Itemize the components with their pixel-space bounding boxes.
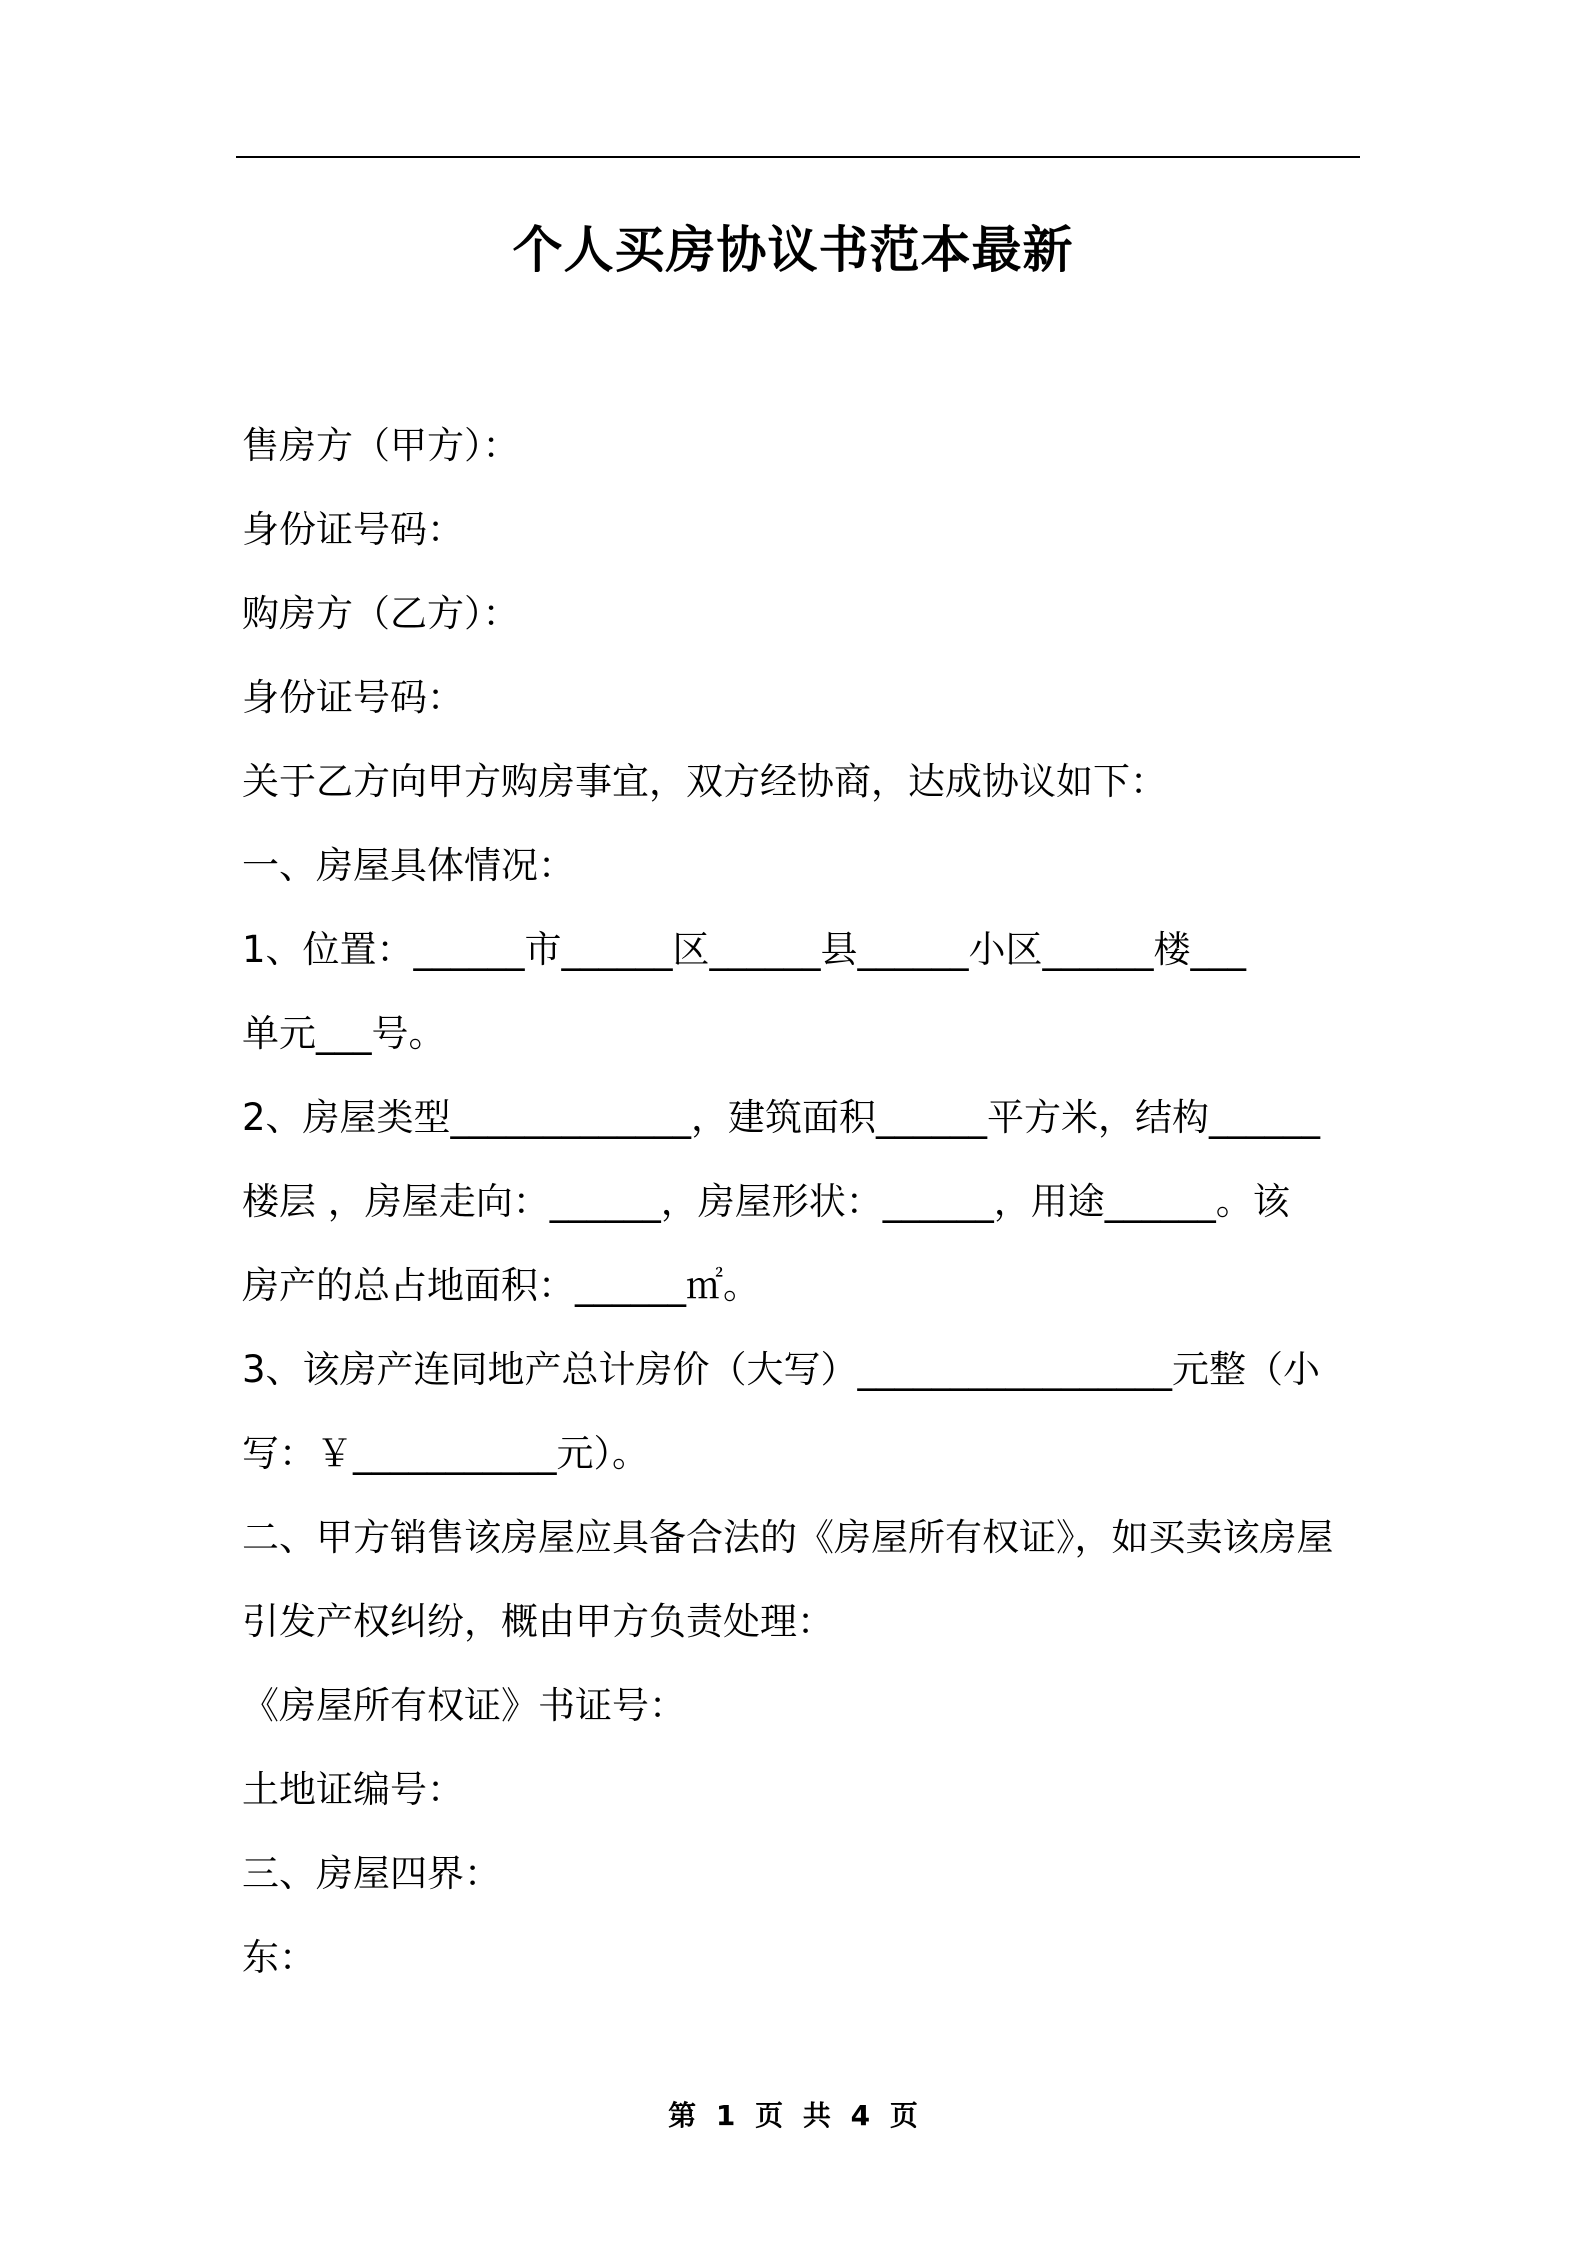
clause-1-location-cont: 单元___号。 [242, 1012, 446, 1055]
seller-line: 售房方（甲方）： [242, 424, 520, 467]
clause-2-type: 2、房屋类型_____________，建筑面积______平方米，结构______ [242, 1096, 1321, 1139]
document-title: 个人买房协议书范本最新 [512, 221, 1074, 279]
clause-1-location: 1、位置：______市______区______县______小区______楼___ [242, 928, 1247, 971]
land-certificate-line: 土地证编号： [242, 1768, 464, 1811]
clause-2-area: 房产的总占地面积：______㎡。 [242, 1264, 760, 1307]
clause-3-price: 3、该房产连同地产总计房价（大写）_________________元整（小 [242, 1348, 1321, 1391]
clause-2-type-cont: 楼层 ，房屋走向：______，房屋形状：______，用途______。该 [242, 1180, 1290, 1223]
document-body [242, 404, 1358, 2000]
section-2-text-cont: 引发产权纠纷，概由甲方负责处理： [242, 1600, 834, 1643]
buyer-id-line: 身份证号码： [242, 676, 464, 719]
section-3-heading: 三、房屋四界： [242, 1852, 501, 1895]
east-boundary-line: 东： [242, 1936, 316, 1979]
section-2-text: 二、甲方销售该房屋应具备合法的《房屋所有权证》，如买卖该房屋 [242, 1516, 1334, 1559]
header-rule [236, 156, 1360, 158]
clause-3-price-cont: 写：￥___________元）。 [242, 1432, 649, 1475]
buyer-line: 购房方（乙方）： [242, 592, 520, 635]
seller-id-line: 身份证号码： [242, 508, 464, 551]
section-1-heading: 一、房屋具体情况： [242, 844, 575, 887]
certificate-number-line: 《房屋所有权证》书证号： [242, 1684, 686, 1727]
page-footer: 第 1 页 共 4 页 [668, 2099, 918, 2132]
agreement-intro: 关于乙方向甲方购房事宜，双方经协商，达成协议如下： [242, 760, 1167, 803]
